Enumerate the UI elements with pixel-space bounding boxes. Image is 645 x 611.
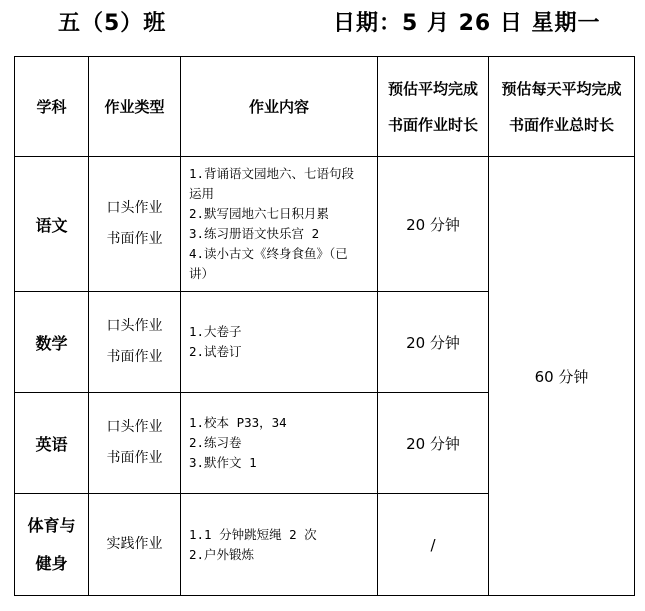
duration-cell: 20 分钟 — [378, 157, 489, 292]
header-type: 作业类型 — [89, 57, 181, 157]
total-time-cell: 60 分钟 — [489, 157, 635, 596]
type-label: 书面作业 — [106, 450, 163, 466]
subject-cell: 数学 — [15, 292, 89, 393]
content-line: 1.背诵语文园地六、七语句段 — [189, 166, 355, 181]
type-label: 书面作业 — [106, 349, 163, 365]
subject-line: 健身 — [35, 553, 68, 573]
table-row — [15, 157, 635, 292]
content-cell — [181, 494, 378, 596]
type-label: 口头作业 — [106, 318, 163, 334]
type-label: 书面作业 — [106, 231, 163, 247]
header-subject: 学科 — [15, 57, 89, 157]
type-label: 实践作业 — [106, 536, 163, 552]
type-cell — [89, 157, 181, 292]
content-line: 3.默作文 1 — [189, 455, 257, 470]
duration-cell: 20 分钟 — [378, 393, 489, 494]
content-line: 3.练习册语文快乐宫 2 — [189, 226, 320, 241]
homework-table — [14, 56, 635, 596]
type-label: 口头作业 — [106, 200, 163, 216]
content-line: 2.默写园地六七日积月累 — [189, 206, 330, 221]
header-total-time-line2: 书面作业总时长 — [508, 115, 614, 134]
duration-cell: / — [378, 494, 489, 596]
content-cell — [181, 157, 378, 292]
content-line: 1.大卷子 — [189, 324, 242, 339]
duration-cell: 20 分钟 — [378, 292, 489, 393]
header-total-time-line1: 预估每天平均完成 — [501, 79, 622, 98]
subject-cell: 语文 — [15, 157, 89, 292]
content-line: 讲） — [189, 266, 215, 281]
content-line: 1.1 分钟跳短绳 2 次 — [189, 526, 317, 542]
header-avg-time — [378, 57, 489, 157]
content-cell — [181, 393, 378, 494]
content-line: 1.校本 P33，34 — [189, 415, 287, 430]
content-line: 运用 — [189, 186, 215, 201]
content-line: 2.户外锻炼 — [189, 546, 255, 562]
type-cell — [89, 292, 181, 393]
content-line: 4.读小古文《终身食鱼》（已 — [189, 246, 348, 261]
date-label: 日期：5 月 26 日 星期一 — [333, 11, 601, 36]
subject-cell: 英语 — [15, 393, 89, 494]
type-label: 口头作业 — [106, 419, 163, 435]
header-total-time — [489, 57, 635, 157]
content-line: 2.试卷订 — [189, 344, 242, 359]
header-avg-time-line1: 预估平均完成 — [387, 79, 478, 98]
table-header-row — [15, 57, 635, 157]
type-cell — [89, 393, 181, 494]
content-cell — [181, 292, 378, 393]
type-cell — [89, 494, 181, 596]
header-avg-time-line2: 书面作业时长 — [387, 115, 478, 134]
content-line: 2.练习卷 — [189, 435, 242, 450]
subject-line: 体育与 — [27, 515, 76, 535]
header-content: 作业内容 — [181, 57, 378, 157]
class-title: 五（5）班 — [58, 11, 167, 36]
subject-cell — [15, 494, 89, 596]
